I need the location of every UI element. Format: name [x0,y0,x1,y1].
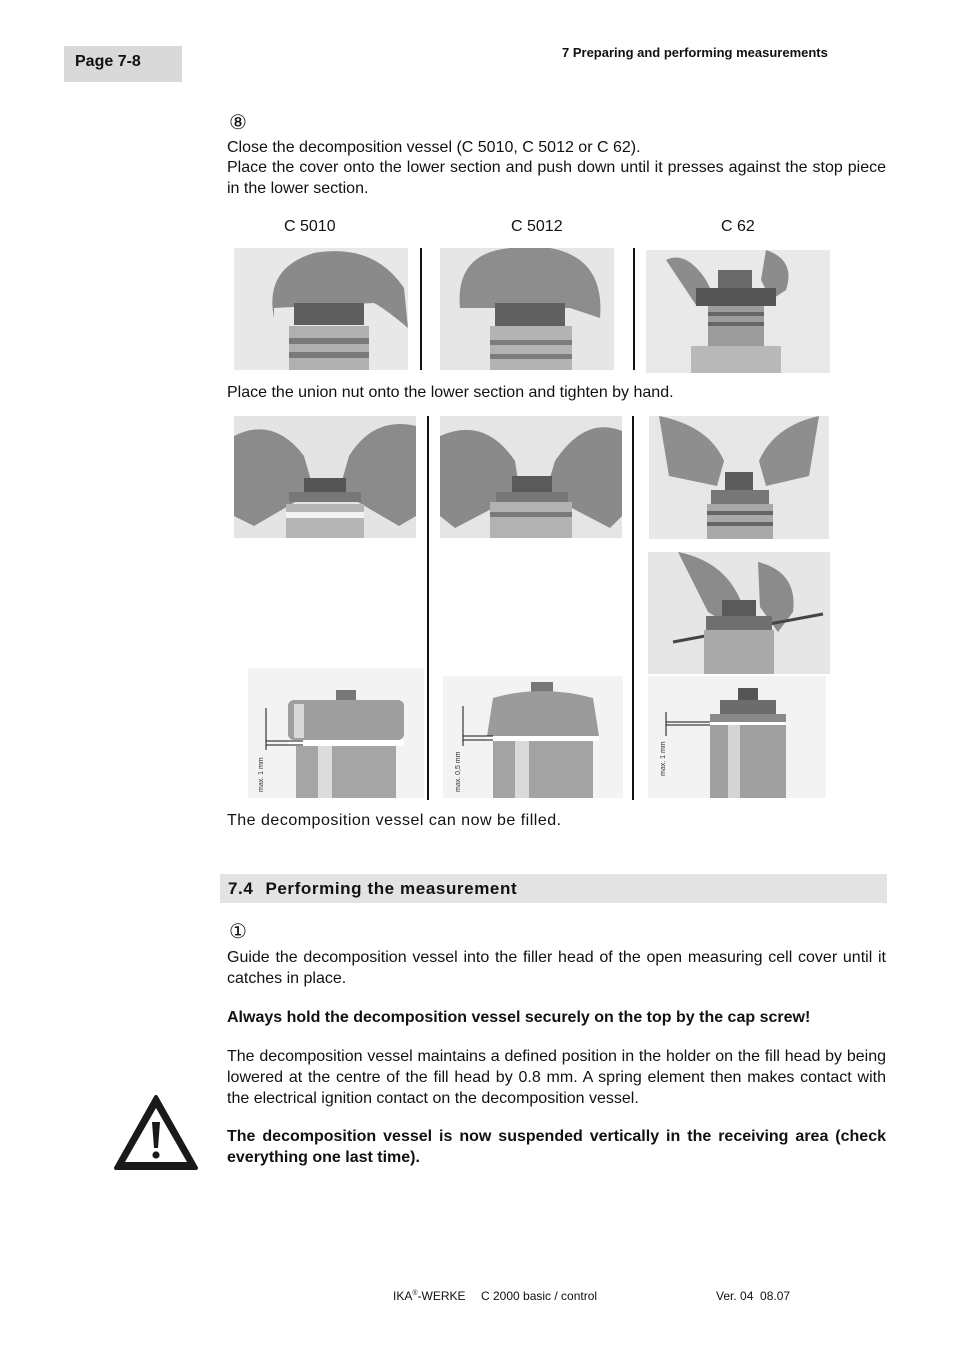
photo-c5010-cover [234,248,408,370]
section-heading [228,879,517,899]
photo-c5010-gap-detail [248,668,424,798]
chapter-title: 7 Preparing and performing measurements [562,45,828,60]
photo-c5010-union-nut [234,416,416,538]
photo-c62-union-nut [649,416,829,539]
footer-brand: IKA®-WERKE [393,1289,466,1303]
vessel-ready-text: The decomposition vessel can now be filled. [227,812,562,829]
section-number: 7.4 [228,879,254,898]
step-1-symbol: ① [229,921,247,943]
divider-line [632,416,634,800]
photo-c62-cover [646,250,830,373]
fill-head-description: The decomposition vessel maintains a defined position in the holder on the fill head by being lowered at the centre of the fill head by 0.8 mm. A spring element then makes contact with the electrical ignition contact on the decomposition vessel. [227,1048,886,1107]
photo-c62-tightening-pin [648,552,830,674]
section-title-text: Performing the measurement [265,879,518,898]
model-label-c5010: C 5010 [284,218,336,235]
photo-c5012-gap-detail [443,676,623,798]
cap-screw-warning: Always hold the decomposition vessel securely on the top by the cap screw! [227,1009,811,1026]
footer-version: Ver. 04 08.07 [716,1289,791,1303]
warning-icon [113,1094,199,1172]
step-8-line1: Close the decomposition vessel (C 5010, C 5012 or C 62). [227,139,641,156]
gap-label-c5012: max. 0,5 mm [455,751,462,792]
divider-line [420,248,422,370]
step-1-instruction: Guide the decomposition vessel into the filler head of the open measuring cell cover until it catches in place. [227,949,886,987]
page-number-tab: Page 7-8 [64,46,182,82]
suspension-warning: The decomposition vessel is now suspended vertically in the receiving area (check everything one last time). [227,1128,886,1166]
step-8-line2: Place the cover onto the lower section and push down until it presses against the stop piece in the lower section. [227,159,886,197]
photo-c5012-cover [440,248,614,370]
union-nut-instruction: Place the union nut onto the lower section and tighten by hand. [227,384,674,401]
step-8-symbol: ⑧ [229,112,247,134]
footer-model: C 2000 basic / control [481,1289,598,1303]
gap-label-c62: max. 1 mm [660,741,667,776]
model-label-c62: C 62 [721,218,755,235]
photo-c5012-union-nut [440,416,622,538]
divider-line [427,416,429,800]
photo-c62-gap-detail [648,676,826,798]
model-label-c5012: C 5012 [511,218,563,235]
gap-label-c5010: max. 1 mm [258,757,265,792]
divider-line [633,248,635,370]
